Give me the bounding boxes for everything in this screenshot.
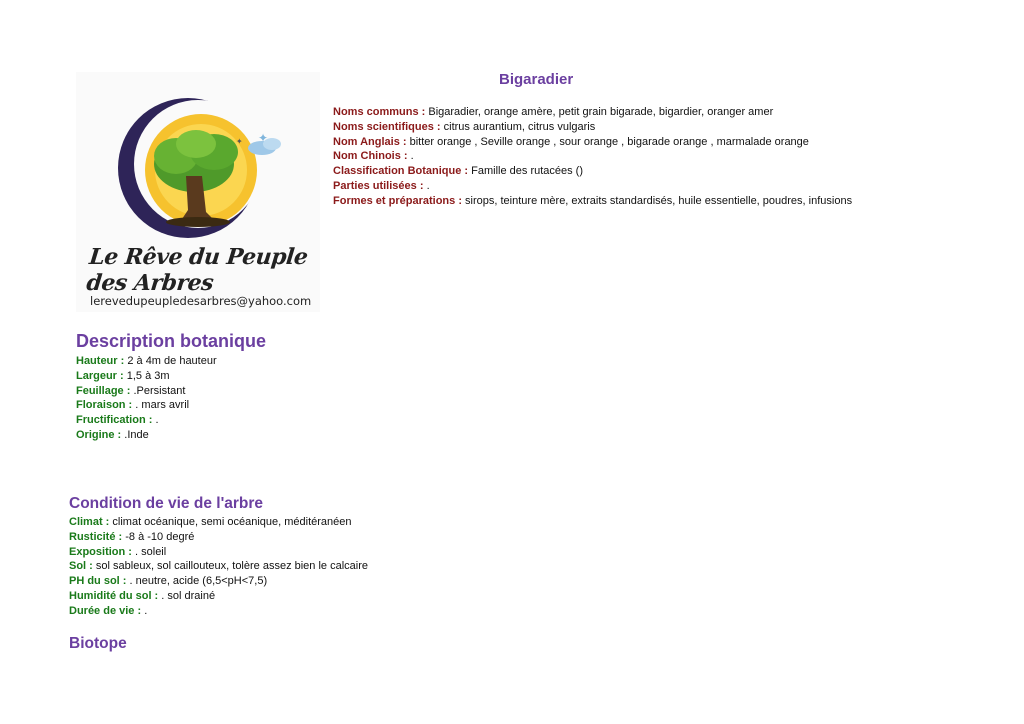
info-label: Classification Botanique : (333, 165, 469, 178)
description-label: Hauteur : (76, 355, 125, 367)
info-value: . (426, 179, 430, 192)
description-row (76, 428, 217, 443)
info-row-common-names (333, 105, 852, 120)
conditions-row (69, 559, 368, 574)
info-row-scientific-names (333, 120, 852, 135)
conditions-row (69, 545, 368, 560)
description-value: .Inde (124, 428, 149, 441)
conditions-row (69, 589, 368, 604)
conditions-row (69, 515, 368, 530)
info-value: . (410, 150, 414, 163)
info-label: Nom Anglais : (333, 135, 407, 148)
logo-title: Le Rêve du Peuple des Arbres (85, 244, 309, 296)
description-value: 2 à 4m de hauteur (127, 355, 217, 367)
conditions-value: -8 à -10 degré (125, 530, 195, 543)
info-row-classification (333, 164, 852, 179)
description-section (76, 354, 217, 443)
info-value: Bigaradier, orange amère, petit grain bigarade, bigardier, oranger amer (428, 106, 774, 118)
info-value: sirops, teinture mère, extraits standardisés, huile essentielle, poudres, infusions (465, 194, 853, 207)
info-label: Noms scientifiques : (333, 120, 441, 133)
description-label: Fructification : (76, 414, 153, 427)
description-row (76, 369, 217, 384)
description-value: .Persistant (133, 384, 186, 397)
info-label: Parties utilisées : (333, 179, 424, 192)
page-title: Bigaradier (499, 71, 574, 88)
conditions-label: Rusticité : (69, 530, 123, 543)
conditions-heading: Condition de vie de l'arbre (69, 495, 264, 512)
description-label: Floraison : (76, 399, 133, 412)
info-value: bitter orange , Seville orange , sour orange , bigarade orange , marmalade orange (409, 135, 809, 148)
conditions-value: . neutre, acide (6,5<pH<7,5) (129, 575, 268, 588)
description-heading: Description botanique (76, 331, 267, 351)
tree-moon-logo-icon (76, 72, 320, 252)
svg-text:✦: ✦ (236, 137, 243, 146)
description-value: . mars avril (135, 399, 190, 412)
conditions-row (69, 574, 368, 589)
conditions-label: Climat : (69, 516, 110, 528)
description-row (76, 384, 217, 399)
conditions-value: climat océanique, semi océanique, méditéranéen (112, 516, 352, 528)
conditions-label: Exposition : (69, 545, 132, 558)
info-row-preparations (333, 194, 852, 209)
svg-text:✦: ✦ (258, 131, 269, 145)
description-label: Origine : (76, 428, 122, 441)
conditions-label: PH du sol : (69, 575, 127, 588)
info-row-parts-used (333, 179, 852, 194)
description-value: . (155, 414, 159, 427)
description-row (76, 354, 217, 369)
info-label: Formes et préparations : (333, 194, 462, 207)
info-value: Famille des rutacées () (471, 165, 584, 178)
conditions-label: Humidité du sol : (69, 589, 159, 602)
description-label: Feuillage : (76, 384, 131, 397)
info-row-chinese-name (333, 149, 852, 164)
info-row-english-names (333, 135, 852, 150)
biotope-heading: Biotope (69, 635, 127, 652)
conditions-row (69, 604, 368, 619)
info-label: Noms communs : (333, 106, 426, 118)
info-value: citrus aurantium, citrus vulgaris (443, 120, 596, 133)
conditions-label: Durée de vie : (69, 604, 142, 617)
description-row (76, 413, 217, 428)
names-block (333, 105, 852, 209)
logo (76, 72, 320, 312)
conditions-section (69, 515, 368, 619)
info-label: Nom Chinois : (333, 150, 408, 163)
description-value: 1,5 à 3m (126, 369, 170, 382)
logo-email: lerevedupeupledesarbres@yahoo.com (90, 294, 312, 308)
description-row (76, 398, 217, 413)
conditions-value: . soleil (135, 545, 167, 558)
conditions-value: sol sableux, sol caillouteux, tolère assez bien le calcaire (95, 560, 368, 573)
conditions-value: . (144, 604, 148, 617)
conditions-row (69, 530, 368, 545)
conditions-label: Sol : (69, 560, 93, 573)
conditions-value: . sol drainé (161, 589, 216, 602)
description-label: Largeur : (76, 369, 124, 382)
